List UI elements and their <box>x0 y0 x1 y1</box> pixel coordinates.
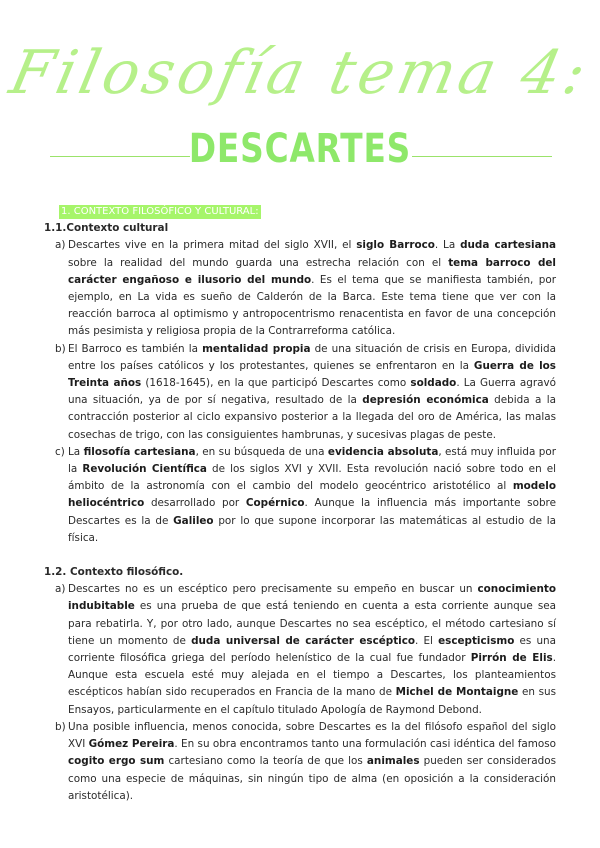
list-item <box>44 444 556 547</box>
title-main: DESCARTES <box>188 126 412 172</box>
text-run: (1618-1645), en la que participó Descartes como <box>141 377 411 390</box>
text-run: . El <box>415 634 439 647</box>
item-text <box>68 446 556 544</box>
list-cultural <box>44 237 556 547</box>
text-run: . La <box>434 239 461 252</box>
text-run: . En su obra encontramos tanto una formulación casi idéntica del famoso <box>174 738 556 751</box>
text-run: pueden ser considerados como una especie de máquinas, sin ningún tipo de alma (en oposición a la consideración aristotélica). <box>68 755 556 802</box>
emphasis-text: Galileo <box>173 514 214 527</box>
item-text <box>68 721 556 802</box>
section-heading: 1. CONTEXTO FILOSÓFICO Y CULTURAL: <box>61 206 259 217</box>
text-run: . La Guerra agravó una situación, ya de por sí negativa, resultado de la <box>68 377 556 407</box>
emphasis-text: Guerra de los Treinta años <box>68 359 556 390</box>
text-run: sobre la realidad del mundo guarda una estrecha relación con el <box>68 256 449 269</box>
item-marker: a) <box>55 583 66 596</box>
list-philosophical <box>44 581 556 805</box>
text-run: cartesiano como la teoría de que los <box>164 755 367 768</box>
text-run: , en su búsqueda de una <box>195 445 328 458</box>
text-run: . Aunque esta escuela esté muy alejada en el tiempo a Descartes, los planteamientos escépticos habían sido recuperados en Francia de la mano de <box>68 652 557 699</box>
text-run: La <box>68 445 84 458</box>
emphasis-text: filosofía cartesiana <box>83 445 196 458</box>
item-text <box>68 239 556 337</box>
emphasis-text: animales <box>366 755 420 768</box>
emphasis-text: siglo Barroco <box>356 239 435 252</box>
emphasis-text: mentalidad propia <box>202 342 311 355</box>
text-run: Descartes vive en la primera mitad del siglo XVII, el <box>68 239 357 252</box>
text-run: El Barroco es también la <box>68 342 203 355</box>
item-marker: a) <box>55 239 66 252</box>
text-run: de una situación de crisis en Europa, dividida entre los países católicos y los protestantes, quienes se enfrentaron en la <box>68 342 557 372</box>
text-run: . Es el tema que se manifiesta también, por ejemplo, en La vida es sueño de Calderón de la Barca. Este tema tiene que ver con la reacción barroca al optimismo y antropocentrismo renacentista en favor de una concepción más pesimista y religiosa propia de la Contrarreforma católica. <box>68 273 557 338</box>
item-marker: b) <box>55 720 66 733</box>
list-item <box>44 237 556 340</box>
emphasis-text: depresión económica <box>362 394 489 407</box>
item-text <box>68 343 556 441</box>
emphasis-text: modelo heliocéntrico <box>68 480 556 510</box>
text-run: es una corriente filosófica griega del período helenístico de la cual fue fundador <box>68 634 557 665</box>
emphasis-text: Michel de Montaigne <box>395 686 519 699</box>
list-item <box>44 581 556 719</box>
subsection-title-philosophical: 1.2. Contexto filosófico. <box>44 566 184 579</box>
item-marker: c) <box>55 445 65 458</box>
emphasis-text: conocimiento indubitable <box>68 583 556 613</box>
emphasis-text: escepticismo <box>438 634 515 647</box>
emphasis-text: Pirrón de Elis <box>470 652 553 665</box>
item-text <box>68 583 556 715</box>
text-run: Descartes no es un escéptico pero precisamente su empeño en buscar un <box>68 583 478 596</box>
emphasis-text: cogito ergo sum <box>68 755 165 768</box>
document-body <box>44 203 556 805</box>
emphasis-text: tema barroco del carácter engañoso e ilusorio del mundo <box>68 256 556 286</box>
emphasis-text: Gómez Pereira <box>88 738 175 751</box>
emphasis-text: Copérnico <box>245 497 305 510</box>
subsection-title-cultural: 1.1.Contexto cultural <box>44 222 169 235</box>
text-run: por lo que supone incorporar las matemáticas al estudio de la física. <box>68 514 556 544</box>
emphasis-text: evidencia absoluta <box>327 445 439 458</box>
emphasis-text: duda cartesiana <box>460 239 556 252</box>
item-marker: b) <box>55 342 66 355</box>
emphasis-text: duda universal de carácter escéptico <box>191 634 416 647</box>
text-run: debida a la contracción posterior al ciclo expansivo posterior a la llegada del oro de América, las malas cosechas de trigo, con las consiguientes hambrunas, y sucesivas plagas de peste. <box>68 394 556 441</box>
list-item <box>44 341 556 444</box>
emphasis-text: Revolución Científica <box>82 463 207 476</box>
text-run: , está muy influida por la <box>68 445 556 476</box>
text-run: en sus Ensayos, particularmente en el capítulo titulado Apología de Raymond Debond. <box>68 686 556 716</box>
title-script: Filosofía tema 4: <box>4 38 596 108</box>
text-run: Una posible influencia, menos conocida, sobre Descartes es la del filósofo español del siglo XVI <box>68 720 556 751</box>
emphasis-text: soldado <box>410 377 457 390</box>
text-run: de los siglos XVI y XVII. Esta revolución nació sobre todo en el ámbito de la astronomía con el cambio del modelo geocéntrico aristotélico al <box>68 463 557 493</box>
text-run: . Aunque la influencia más importante sobre Descartes es la de <box>68 497 556 527</box>
list-item <box>44 719 556 805</box>
text-run: desarrollado por <box>144 497 246 510</box>
text-run: es una prueba de que está teniendo en cuenta a esta corriente aunque sea para rebatirla. Y, por otro lado, aunque Descartes no sea escéptico, el método cartesiano sí tiene un momento de <box>68 600 556 647</box>
